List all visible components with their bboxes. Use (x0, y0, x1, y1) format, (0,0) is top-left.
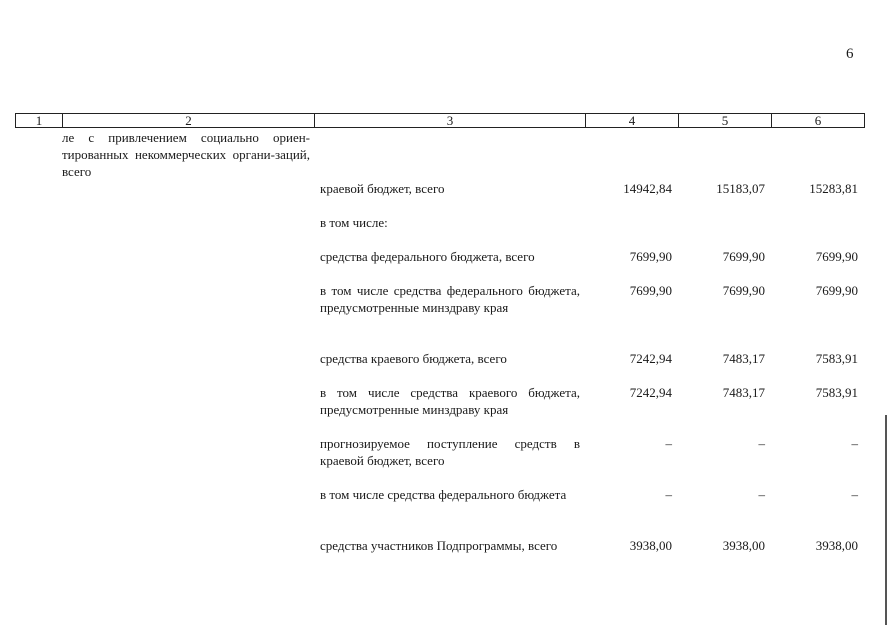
row-value-col5: – (758, 436, 765, 451)
header-col-2: 2 (63, 114, 315, 127)
row-value-col6: 7583,91 (815, 385, 858, 400)
row-value-col5: 7699,90 (722, 283, 765, 298)
row-value-col4: 7699,90 (629, 249, 672, 264)
row-label: в том числе средства федерального бюджета (320, 487, 567, 502)
header-col-5: 5 (679, 114, 772, 127)
row-value-col4: 3938,00 (629, 538, 672, 553)
row-label: в том числе средства федерального бюджета, предусмотренные минздраву края (320, 283, 580, 315)
header-col-3: 3 (315, 114, 586, 127)
row-value-col6: – (851, 487, 858, 502)
row-value-col4: 14942,84 (623, 181, 672, 196)
row-label: средства федерального бюджета, всего (320, 249, 535, 264)
row-value-col4: 7242,94 (629, 385, 672, 400)
row-value-col5: – (758, 487, 765, 502)
row-value-col6: – (851, 436, 858, 451)
table-header-row (15, 113, 865, 128)
header-col-4: 4 (586, 114, 679, 127)
header-col-6: 6 (814, 113, 822, 128)
page-number: 6 (846, 46, 854, 62)
scan-edge-line (885, 415, 887, 625)
row-value-col4: – (665, 487, 672, 502)
row-value-col4: 7699,90 (629, 283, 672, 298)
row-value-col4: 7242,94 (629, 351, 672, 366)
row-label: средства краевого бюджета, всего (320, 351, 507, 366)
row-value-col5: 7483,17 (722, 385, 765, 400)
row-value-col6: 7583,91 (815, 351, 858, 366)
row-label: прогнозируемое поступление средств в краевой бюджет, всего (320, 436, 580, 468)
row-value-col5: 7699,90 (722, 249, 765, 264)
row-label: в том числе средства краевого бюджета, предусмотренные минздраву края (320, 385, 580, 417)
row-value-col6: 7699,90 (815, 249, 858, 264)
row-value-col5: 15183,07 (716, 181, 765, 196)
row-value-col6: 3938,00 (815, 538, 858, 553)
row-value-col6: 15283,81 (809, 181, 858, 196)
description-cell: ле с привлечением социально ориен-тированных некоммерческих органи-заций, всего (62, 130, 310, 179)
row-value-col5: 7483,17 (722, 351, 765, 366)
row-value-col6: 7699,90 (815, 283, 858, 298)
row-label: средства участников Подпрограммы, всего (320, 538, 558, 553)
row-value-col4: – (665, 436, 672, 451)
header-col-1: 1 (16, 114, 63, 127)
row-label: в том числе: (320, 215, 388, 230)
row-label: краевой бюджет, всего (320, 181, 445, 196)
row-value-col5: 3938,00 (722, 538, 765, 553)
